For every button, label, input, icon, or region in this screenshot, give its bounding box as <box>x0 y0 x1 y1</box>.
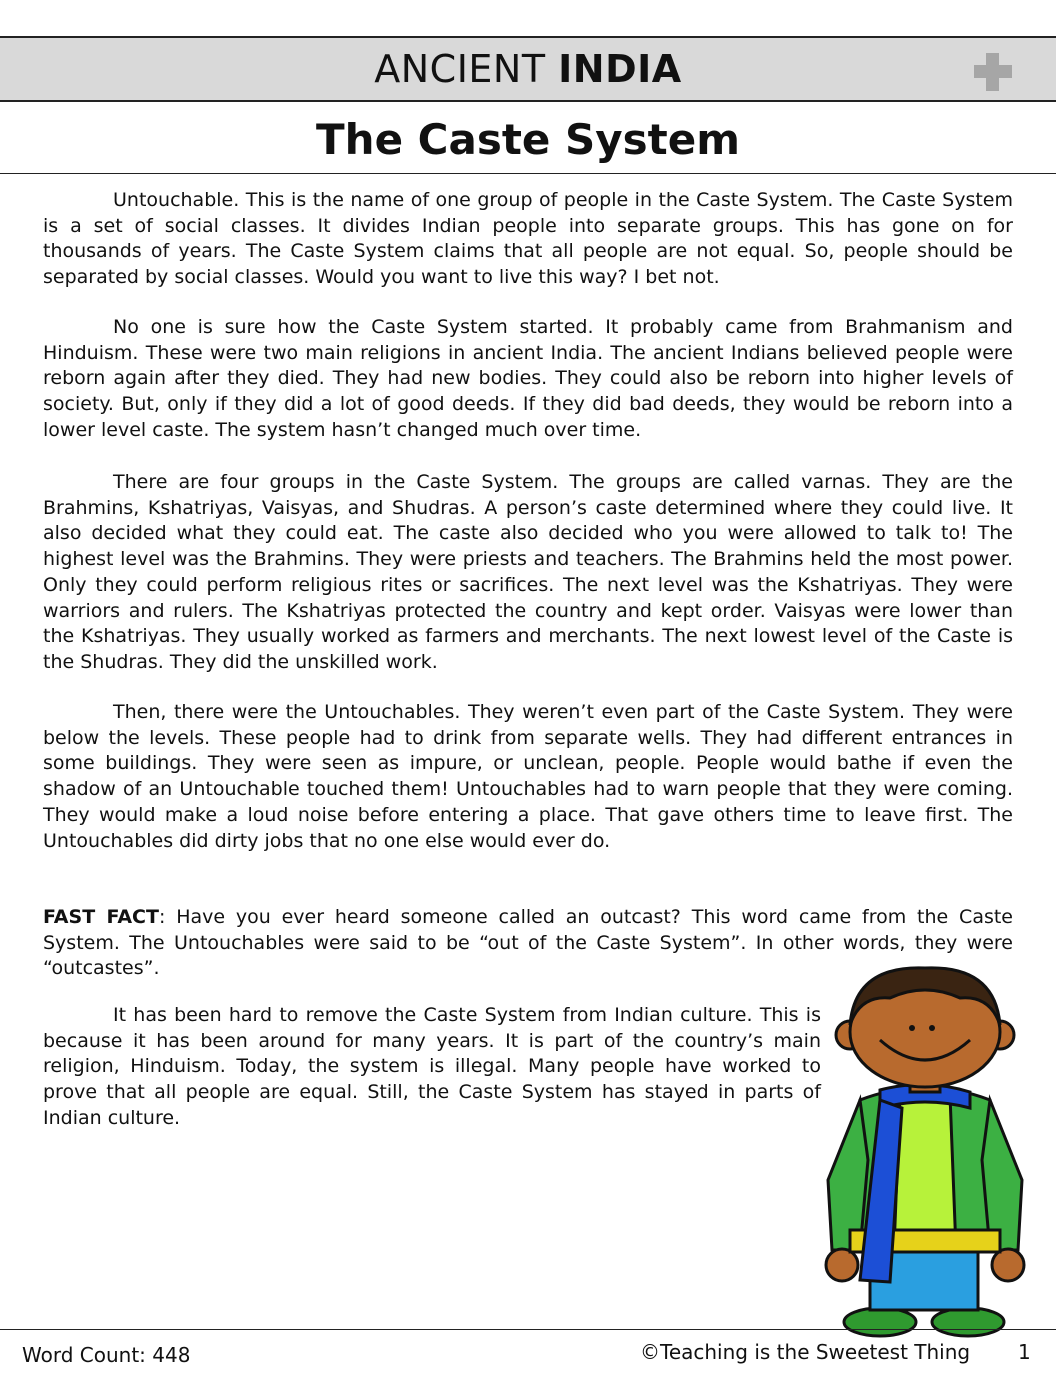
boy-in-green-jacket-icon <box>820 960 1030 1340</box>
header-title-light: ANCIENT <box>374 47 546 91</box>
page-title: The Caste System <box>316 115 740 164</box>
header-title <box>0 38 1056 100</box>
paragraph-2 <box>43 315 1013 444</box>
word-count: Word Count: 448 <box>22 1343 191 1367</box>
paragraph-5 <box>43 1003 821 1132</box>
title-divider <box>0 173 1056 174</box>
fast-fact-label: FAST FACT <box>43 906 159 928</box>
plus-cross-icon <box>974 53 1012 91</box>
paragraph-4 <box>43 700 1013 854</box>
page-number: 1 <box>1018 1340 1031 1364</box>
fast-fact-text: : Have you ever heard someone called an outcast? This word came from the Caste System. The Untouchables were said to be “out of the Caste System”. In other words, they were “outcastes”. <box>43 906 1013 980</box>
paragraph-5-text: It has been hard to remove the Caste System from Indian culture. This is because it has been around for many years. It is part of the country’s main religion, Hinduism. Today, the system is illegal. Many people have worked to prove that all people are equal. Still, the Caste System has stayed in parts of Indian culture. <box>43 1004 821 1129</box>
header-title-bold: INDIA <box>558 47 682 91</box>
paragraph-4-text: Then, there were the Untouchables. They weren’t even part of the Caste System. They were below the levels. These people had to drink from separate wells. They had different entrances in some buildings. They were seen as impure, or unclean, people. People would bathe if even the shadow of an Untouchable touched them! Untouchables had to warn people that they were coming. They would make a loud noise before entering a place. That gave others time to leave first. The Untouchables did dirty jobs that no one else would ever do. <box>43 701 1013 852</box>
paragraph-3 <box>43 470 1013 676</box>
paragraph-2-text: No one is sure how the Caste System started. It probably came from Brahmanism and Hinduism. These were two main religions in ancient India. The ancient Indians believed people were reborn again after they died. They had new bodies. They could also be reborn into higher levels of society. But, only if they did a lot of good deeds. If they did bad deeds, they would be reborn into a lower level caste. The system hasn’t changed much over time. <box>43 316 1013 441</box>
copyright: ©Teaching is the Sweetest Thing <box>640 1340 971 1364</box>
paragraph-3-text: There are four groups in the Caste System. The groups are called varnas. They are the Brahmins, Kshatriyas, Vaisyas, and Shudras. A person’s caste determined where they could live. It also decided what they could eat. The caste also decided who you were allowed to talk to! The highest level was the Brahmins. They were priests and teachers. The Brahmins held the most power. Only they could perform religious rites or sacrifices. The next level was the Kshatriyas. They were warriors and rulers. The Kshatriyas protected the country and kept order. Vaisyas were lower than the Kshatriyas. They usually worked as farmers and merchants. The next lowest level of the Caste is the Shudras. They did the unskilled work. <box>43 471 1013 673</box>
paragraph-1-text: Untouchable. This is the name of one group of people in the Caste System. The Caste System is a set of social classes. It divides Indian people into separate groups. This has gone on for thousands of years. The Caste System claims that all people are not equal. So, people should be separated by social classes. Would you want to live this way? I bet not. <box>43 189 1013 289</box>
footer-divider <box>0 1329 1056 1330</box>
header-band <box>0 36 1056 102</box>
paragraph-1 <box>43 188 1013 291</box>
